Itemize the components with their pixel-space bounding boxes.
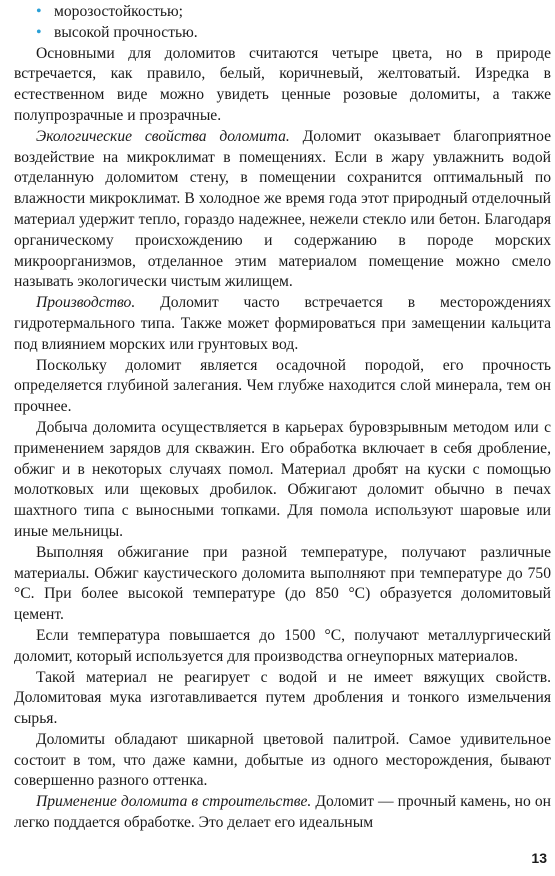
paragraph-firing: Выполняя обжигание при разной температуре, получают различные материалы. Обжиг каустического доломита выполняют при температуре до 750 °С. При более высокой температуре (до 850 °С) образуется доломитовый цемент. bbox=[14, 543, 551, 624]
bullet-text: высокой прочностью. bbox=[54, 23, 198, 41]
paragraph-lead-production: Производство. bbox=[36, 294, 136, 312]
paragraph-body-ecology: Доломит оказывает благоприятное воздействие на микроклимат в помещениях. Если в жару увлажнить водой отделанную доломитом стену, в помещении сохранится оптимальный по влажности микроклимат. В холодное же время года этот природный отделочный материал удержит тепло, гораздо надежнее, нежели стекло или бетон. Благодаря органическому происхождению и содержанию в породе морских микроорганизмов, отделанное этим материалом помещение можно смело называть экологически чистым жилищем. bbox=[14, 127, 551, 291]
bullet-icon: • bbox=[36, 3, 42, 20]
paragraph-body-production: Доломит часто встречается в месторождениях гидротермального типа. Также может формироваться при замещении кальцита под влиянием морских или грунтовых вод. bbox=[14, 294, 551, 353]
paragraph-palette: Доломиты обладают шикарной цветовой палитрой. Самое удивительное состоит в том, что даже камни, добытые из одного месторождения, бывают совершенно разного оттенка. bbox=[14, 730, 551, 790]
bullet-icon: • bbox=[36, 23, 42, 41]
bullet-list bbox=[14, 2, 551, 44]
paragraph-strength: Поскольку доломит является осадочной породой, его прочность определяется глубиной залегания. Чем глубже находится слой минерала, тем он прочнее. bbox=[14, 356, 551, 416]
paragraph-body-construction: Доломит — прочный камень, но он легко поддается обработке. Это делает его идеальным bbox=[14, 793, 551, 832]
paragraph-mining: Добыча доломита осуществляется в карьерах буровзрывным методом или с применением зарядов для скважин. Его обработка включает в себя дробление, обжиг и в некоторых случаях помол. Материал дробят на куски с помощью молотковых или щековых дробилок. Обжигают доломит обычно в печах шахтного типа с выносными топками. Для помола используют шаровые или иные мельницы. bbox=[14, 418, 551, 540]
paragraph-construction bbox=[14, 792, 551, 834]
bullet-item bbox=[14, 23, 551, 44]
page-number: 13 bbox=[531, 850, 547, 866]
paragraph-lead-ecology: Экологические свойства доломита. bbox=[36, 127, 290, 145]
page-body bbox=[14, 2, 551, 834]
paragraph-production bbox=[14, 293, 551, 355]
paragraph-flour: Такой материал не реагирует с водой и не имеет вяжущих свойств. Доломитовая мука изготавливается путем дробления и тонкого измельчения сырья. bbox=[14, 668, 551, 728]
paragraph-lead-construction: Применение доломита в строительстве. bbox=[36, 793, 312, 811]
paragraph-ecology bbox=[14, 127, 551, 293]
paragraph-colors: Основными для доломитов считаются четыре цвета, но в природе встречается, как правило, белый, коричневый, желтоватый. Изредка в естественном виде можно увидеть ценные розовые доломиты, а также полупрозрачные и прозрачные. bbox=[14, 44, 551, 124]
bullet-text: морозостойкостью; bbox=[54, 3, 183, 20]
bullet-item bbox=[14, 2, 551, 23]
paragraph-metallurgical: Если температура повышается до 1500 °С, получают металлургический доломит, который используется для производства огнеупорных материалов. bbox=[14, 626, 551, 665]
